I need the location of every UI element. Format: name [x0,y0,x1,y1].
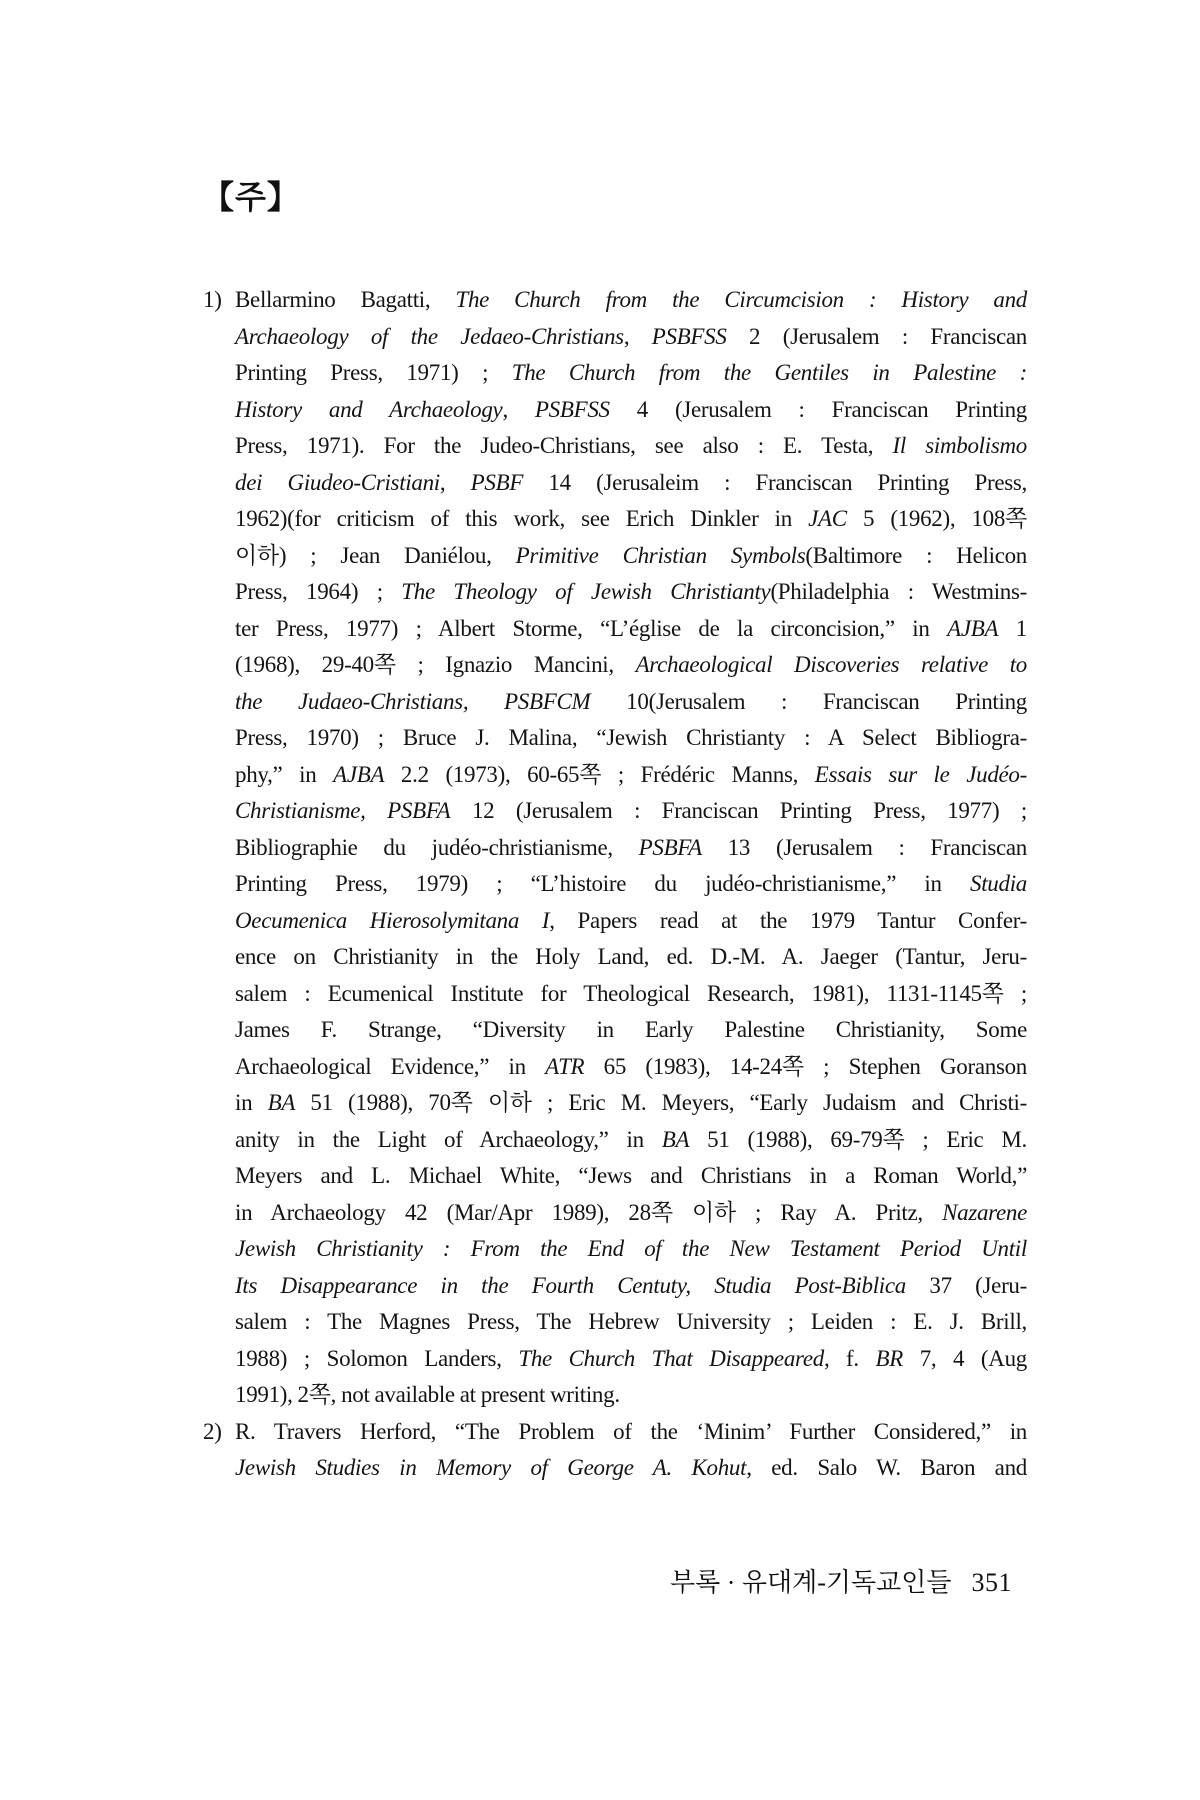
note-line [235,428,1027,465]
text-run: 7, 4 (Aug [903,1345,1027,1371]
text-run: Press, 1964) ; [235,579,402,604]
italic-text-run: BA [267,1090,296,1115]
text-run: 1962)(for criticism of this work, see Erich Dinkler in [235,506,809,531]
text-run: 12 (Jerusalem : Franciscan Printing Press, 1977) ; [450,798,1027,823]
text-run: 37 (Jeru- [905,1272,1027,1298]
text-run: , [502,396,535,422]
italic-text-run: Archaeology of the Jedaeo-Christians [235,323,624,349]
running-footer [670,1562,1012,1599]
italic-text-run: Its Disappearance in the Fourth Centuty, Studia Post-Biblica [235,1272,906,1298]
text-run: 2 (Jerusalem : Franciscan [726,323,1028,349]
text-run: anity in the Light of Archaeology,” in [235,1126,662,1152]
text-run: salem : Ecumenical Institute for Theological Research, 1981), 1131-1145쪽 ; [235,980,1027,1006]
italic-text-run: dei Giudeo-Cristiani [235,469,440,495]
footnotes-list [203,282,1027,1487]
note-line [235,355,1027,392]
note-line [235,538,1027,575]
text-run: 4 (Jerusalem : Franciscan Printing [609,396,1027,422]
italic-text-run: Oecumenica Hierosolymitana I [235,907,550,933]
text-run: 이하) ; Jean Daniélou, [235,542,516,568]
text-run: ter Press, 1977) ; Albert Storme, “L’église de la circoncision,” in [235,615,948,641]
note-line [235,282,1027,319]
italic-text-run: JAC [808,506,847,531]
note-line [235,939,1027,976]
text-run: 13 (Jerusalem : Franciscan [701,834,1027,860]
note-line [235,1049,1027,1086]
note-line [235,501,1027,538]
note-line [235,647,1027,684]
note-line [235,757,1027,794]
note-line [235,1377,1027,1414]
text-run: , [439,469,471,495]
text-run: phy,” in [235,761,334,787]
text-run: 1 [998,615,1027,641]
note-line [235,1158,1027,1195]
italic-text-run: Studia [970,871,1027,896]
italic-text-run: The Church That Disappeared [518,1345,824,1371]
note-line [235,866,1027,903]
italic-text-run: Essais sur le Judéo- [814,761,1027,787]
note-line [235,1341,1027,1378]
italic-text-run: Archaeological Discoveries relative to [635,652,1027,677]
note-line [235,1450,1027,1487]
text-run: , ed. Salo W. Baron and [746,1455,1027,1480]
text-run: in Archaeology 42 (Mar/Apr 1989), 28쪽 이하 ; Ray A. Pritz, [235,1199,943,1225]
text-run: Bellarmino Bagatti, [235,287,456,312]
note-line [235,1012,1027,1049]
note-line [235,574,1027,611]
text-run: James F. Strange, “Diversity in Early Palestine Christianity, Some [235,1017,1027,1042]
italic-text-run: BR [875,1345,904,1371]
text-run: Meyers and L. Michael White, “Jews and Christians in a Roman World,” [235,1163,1027,1188]
note-line [235,1268,1027,1305]
text-run: 1988) ; Solomon Landers, [235,1345,519,1371]
note-line [235,1085,1027,1122]
text-run: 2.2 (1973), 60-65쪽 ; Frédéric Manns, [384,761,815,787]
footnote [203,1414,1027,1487]
italic-text-run: History and Archaeology [235,396,503,422]
text-run: in [235,1090,268,1115]
italic-text-run: PSBFSS [651,323,727,349]
note-line [235,1231,1027,1268]
footnote-number: 1) [203,287,222,312]
note-line [235,830,1027,867]
italic-text-run: PSBF [470,469,524,495]
note-line [235,1122,1027,1159]
text-run: ence on Christianity in the Holy Land, ed. D.-M. A. Jaeger (Tantur, Jeru- [235,944,1027,969]
note-line [235,720,1027,757]
text-run: R. Travers Herford, “The Problem of the ‘Minim’ Further Considered,” in [235,1418,1027,1444]
page-number: 351 [971,1568,1012,1597]
italic-text-run: Il simbolismo [892,433,1027,458]
italic-text-run: Jewish Studies in Memory of George A. Kohut [235,1455,747,1480]
note-line [235,1304,1027,1341]
italic-text-run: Nazarene [942,1199,1027,1225]
italic-text-run: AJBA [333,761,385,787]
text-run: (1968), 29-40쪽 ; Ignazio Mancini, [235,652,636,677]
note-line [235,684,1027,721]
text-run: Printing Press, 1971) ; [235,360,512,385]
text-run: salem : The Magnes Press, The Hebrew University ; Leiden : E. J. Brill, [235,1309,1027,1334]
note-line [235,903,1027,940]
text-run: Press, 1970) ; Bruce J. Malina, “Jewish Christianty : A Select Bibliogra- [235,725,1027,750]
italic-text-run: Christianisme, PSBFA [235,798,451,823]
text-run: Printing Press, 1979) ; “L’histoire du judéo-christianisme,” in [235,871,971,896]
italic-text-run: AJBA [947,615,999,641]
italic-text-run: the Judaeo-Christians, PSBFCM [235,688,591,714]
italic-text-run: ATR [545,1053,585,1079]
text-run: Bibliographie du judéo-christianisme, [235,834,639,860]
text-run: , [623,323,652,349]
text-run: 65 (1983), 14-24쪽 ; Stephen Goranson [584,1053,1028,1079]
text-run: 5 (1962), 108쪽 [846,506,1027,531]
italic-text-run: Primitive Christian Symbols [515,542,806,568]
text-run: Press, 1971). For the Judeo-Christians, see also : E. Testa, [235,433,893,458]
text-run: 51 (1988), 69-79쪽 ; Eric M. [689,1126,1027,1152]
text-run: , f. [823,1345,876,1371]
italic-text-run: BA [661,1126,690,1152]
note-line [235,611,1027,648]
text-run: 51 (1988), 70쪽 이하 ; Eric M. Meyers, “Early Judaism and Christi- [295,1090,1028,1115]
text-run: (Baltimore : Helicon [805,542,1027,568]
note-line [235,976,1027,1013]
section-title: 【주】 [202,179,300,215]
text-run: 14 (Jerusaleim : Franciscan Printing Press, [523,469,1027,495]
note-line [235,1195,1027,1232]
italic-text-run: PSBFA [638,834,702,860]
text-run: Archaeological Evidence,” in [235,1053,546,1079]
note-line [235,392,1027,429]
text-run: , Papers read at the 1979 Tantur Confer- [549,907,1027,933]
italic-text-run: The Theology of Jewish Christianty [401,579,771,604]
text-run: (Philadelphia : Westmins- [770,579,1027,604]
footer-section-label: 부록 · 유대계-기독교인들 [670,1568,952,1597]
italic-text-run: The Church from the Circumcision : History and [455,287,1027,312]
italic-text-run: Jewish Christianity : From the End of the New Testament Period Until [235,1236,1027,1261]
text-run: 1991), 2쪽, not available at present writing. [235,1382,620,1407]
footnote-number: 2) [203,1418,222,1444]
footnote [203,282,1027,1414]
text-run: 10(Jerusalem : Franciscan Printing [590,688,1027,714]
italic-text-run: PSBFSS [534,396,610,422]
note-line [235,319,1027,356]
note-line [235,793,1027,830]
note-line [235,1414,1027,1451]
italic-text-run: The Church from the Gentiles in Palestine : [511,360,1027,385]
note-line [235,465,1027,502]
